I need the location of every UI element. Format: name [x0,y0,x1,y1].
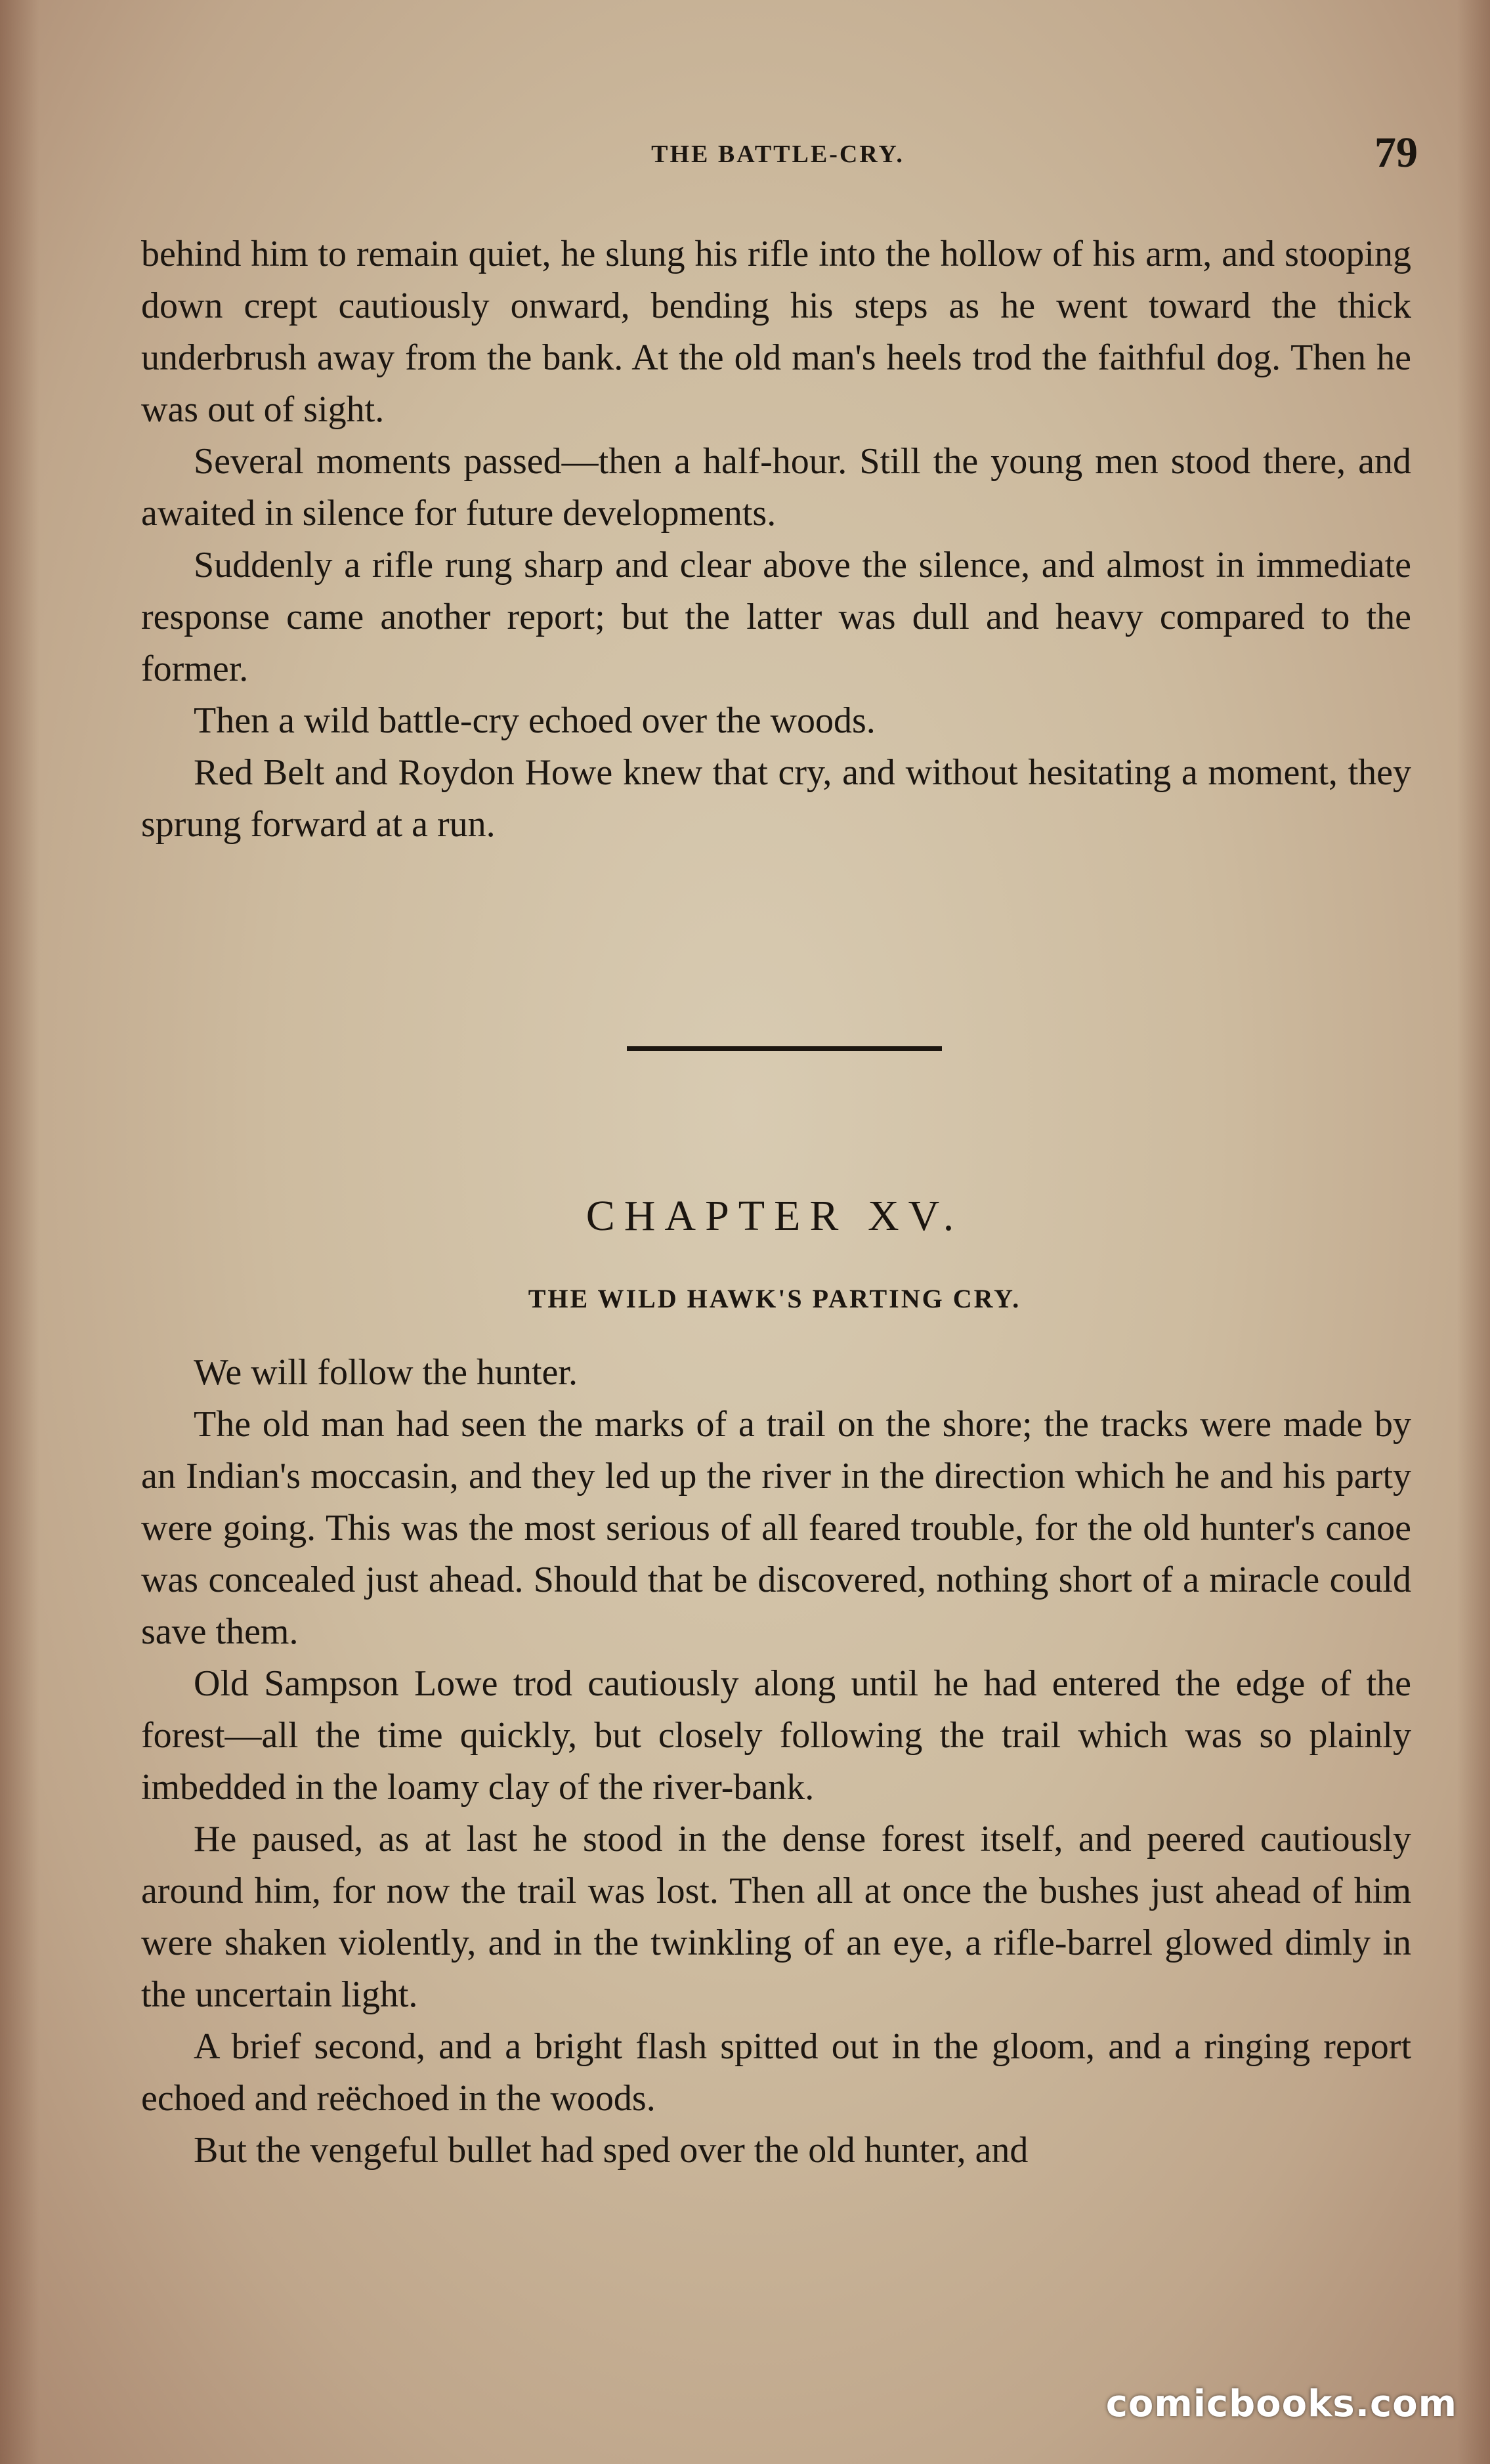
paragraph: The old man had seen the marks of a trail on the shore; the tracks were made by an Indian's moccasin, and they led up the river in the direction which he and his party were going. This was the most serious of all feared trouble, for the old hunter's canoe was concealed just ahead. Should that be discovered, nothing short of a miracle could save them. [141,1404,1411,1652]
page-edge-shadow-right [1457,0,1490,2464]
chapter-subtitle: THE WILD HAWK'S PARTING CRY. [528,1284,1021,1313]
page-header [138,128,1418,181]
paragraph: But the vengeful bullet had sped over the old hunter, and [194,2130,1029,2171]
paragraph: Several moments passed—then a half-hour. Still the young men stood there, and awaited in silence for future developments. [141,441,1411,534]
page-edge-shadow-left [0,0,39,2464]
paragraph: He paused, as at last he stood in the dense forest itself, and peered cautiously around him, for now the trail was lost. Then all at once the bushes just ahead of him were shaken violently, and in the twinkling of an eye, a rifle-barrel glowed dimly in the uncertain light. [141,1819,1411,2015]
paragraph: We will follow the hunter. [194,1352,578,1393]
paragraph: behind him to remain quiet, he slung his rifle into the hollow of his arm, and stooping down crept cautiously onward, bending his steps as he went toward the thick underbrush away from the bank. At the old man's heels trod the faithful dog. Then he was out of sight. [141,234,1411,430]
body-text-top [141,228,1411,851]
paragraph: Then a wild battle-cry echoed over the woods. [194,700,876,741]
watermark-text: comicbooks.com [1105,2383,1457,2425]
section-divider-rule [627,1046,942,1051]
running-head: THE BATTLE-CRY. [651,140,905,168]
body-text-bottom [141,1347,1411,2177]
paragraph: Old Sampson Lowe trod cautiously along until he had entered the edge of the forest—all the time quickly, but closely following the trail which was so plainly imbedded in the loamy clay of the river-bank. [141,1663,1411,1808]
paragraph: A brief second, and a bright flash spitted out in the gloom, and a ringing report echoed and reëchoed in the woods. [141,2026,1411,2119]
chapter-title: CHAPTER XV. [585,1192,964,1240]
paragraph: Suddenly a rifle rung sharp and clear above the silence, and almost in immediate response came another report; but the latter was dull and heavy compared to the former. [141,545,1411,689]
page-number: 79 [1374,129,1418,177]
paragraph: Red Belt and Roydon Howe knew that cry, and without hesitating a moment, they sprung forward at a run. [141,752,1411,845]
